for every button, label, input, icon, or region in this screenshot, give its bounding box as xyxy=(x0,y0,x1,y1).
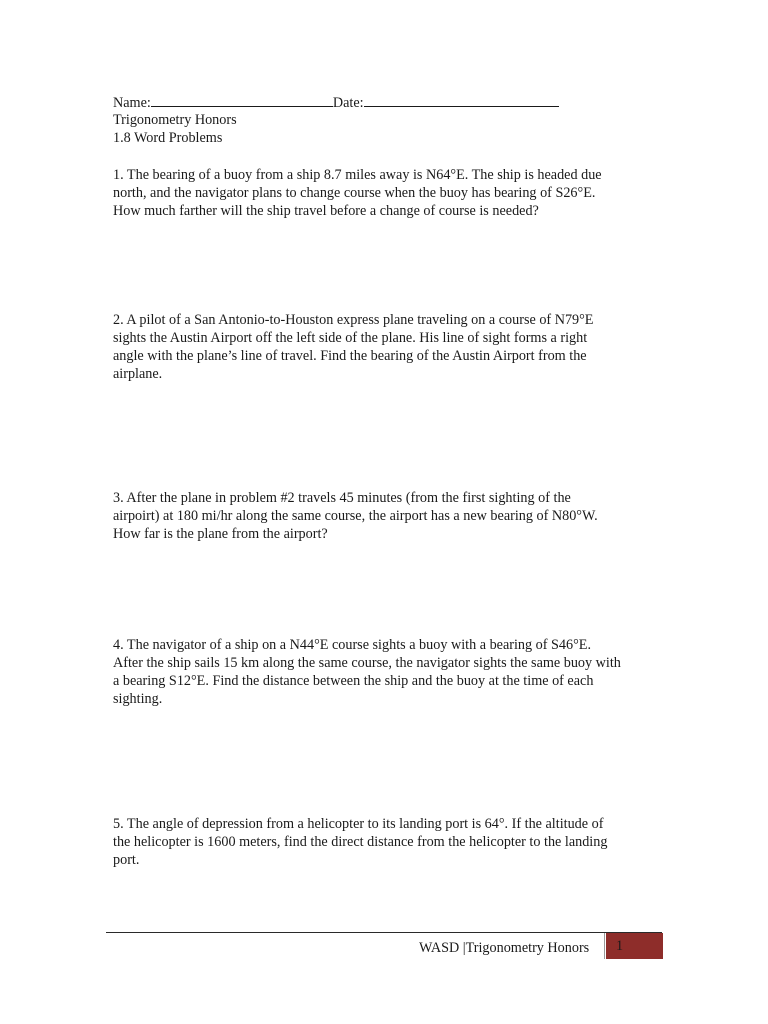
problem-1 xyxy=(113,166,658,220)
problem-line: sighting. xyxy=(113,691,163,707)
problem-5 xyxy=(113,815,658,869)
footer-divider xyxy=(106,932,662,933)
problem-line: the helicopter is 1600 meters, find the direct distance from the helicopter to the landing xyxy=(113,834,608,850)
problem-line: north, and the navigator plans to change course when the buoy has bearing of S26°E. xyxy=(113,185,596,201)
problem-line: 1. The bearing of a buoy from a ship 8.7 miles away is N64°E. The ship is headed due xyxy=(113,167,602,183)
section-title: 1.8 Word Problems xyxy=(113,130,223,146)
problem-line: a bearing S12°E. Find the distance between the ship and the buoy at the time of each xyxy=(113,673,594,689)
problem-line: 3. After the plane in problem #2 travels 45 minutes (from the first sighting of the xyxy=(113,490,571,506)
problem-line: After the ship sails 15 km along the same course, the navigator sights the same buoy with xyxy=(113,655,621,671)
footer-separator xyxy=(604,933,605,959)
problem-line: airplane. xyxy=(113,366,163,382)
name-blank xyxy=(151,93,333,107)
problem-4 xyxy=(113,636,658,708)
problem-line: 2. A pilot of a San Antonio-to-Houston express plane traveling on a course of N79°E xyxy=(113,312,594,328)
name-date-line xyxy=(113,93,673,111)
page-number: 1 xyxy=(616,938,624,954)
footer-text: WASD |Trigonometry Honors xyxy=(419,940,590,956)
page-number-badge xyxy=(606,933,663,959)
problem-line: angle with the plane’s line of travel. Find the bearing of the Austin Airport from the xyxy=(113,348,587,364)
problem-line: How far is the plane from the airport? xyxy=(113,526,328,542)
problem-line: 4. The navigator of a ship on a N44°E course sights a buoy with a bearing of S46°E. xyxy=(113,637,591,653)
worksheet-header xyxy=(113,93,673,147)
name-label: Name: xyxy=(113,95,151,111)
problem-line: 5. The angle of depression from a helicopter to its landing port is 64°. If the altitude of xyxy=(113,816,604,832)
course-title: Trigonometry Honors xyxy=(113,112,237,128)
problem-2 xyxy=(113,311,658,383)
problem-line: sights the Austin Airport off the left side of the plane. His line of sight forms a right xyxy=(113,330,588,346)
date-label: Date: xyxy=(332,95,364,111)
date-blank xyxy=(364,93,559,107)
problem-line: How much farther will the ship travel before a change of course is needed? xyxy=(113,203,539,219)
problem-line: airpoirt) at 180 mi/hr along the same course, the airport has a new bearing of N80°W. xyxy=(113,508,598,524)
problem-3 xyxy=(113,489,658,543)
problem-line: port. xyxy=(113,852,140,868)
